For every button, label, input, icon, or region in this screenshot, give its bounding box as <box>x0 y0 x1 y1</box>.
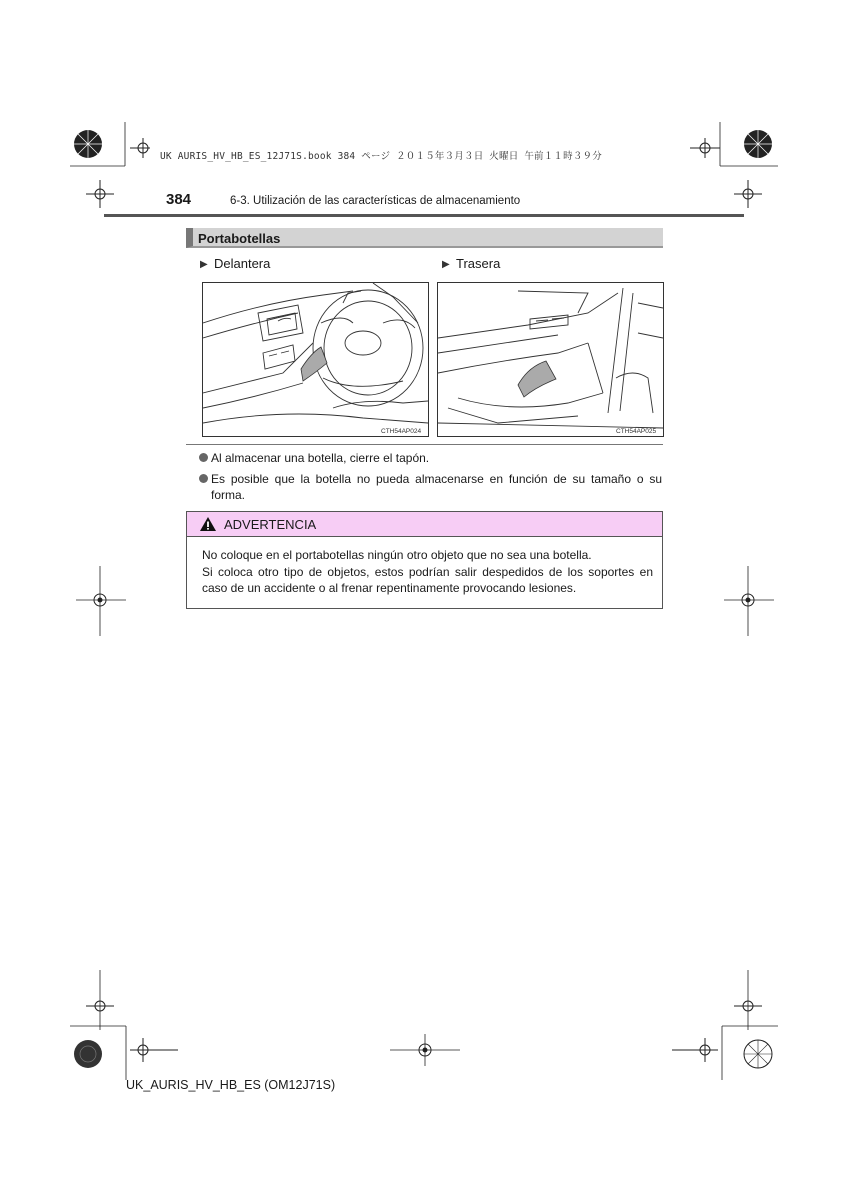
print-meta-line: UK AURIS_HV_HB_ES_12J71S.book 384 ページ ２０１５年３月３日 火曜日 午前１１時３９分 <box>160 151 602 162</box>
registration-mark-mid-left <box>76 566 126 641</box>
front-bottle-holder-illustration <box>202 282 429 437</box>
rear-bottle-holder-illustration <box>437 282 664 437</box>
header-rule <box>104 214 744 217</box>
registration-mark-bottom-left <box>70 970 180 1085</box>
section-title: 6-3. Utilización de las características de almacenamiento <box>230 195 521 207</box>
warning-triangle-icon <box>199 516 217 537</box>
triangle-right-icon: ▶ <box>442 259 450 270</box>
note-item: Al almacenar una botella, cierre el tapón. <box>211 451 430 465</box>
section-divider <box>186 444 663 445</box>
registration-mark-top-right <box>678 122 778 227</box>
registration-mark-top-left <box>70 122 150 227</box>
registration-mark-bottom-right <box>672 970 778 1085</box>
figure-label-rear: Trasera <box>456 256 501 271</box>
figure-code-front: CTH54AP024 <box>381 428 422 435</box>
heading-title: Portabotellas <box>198 231 281 246</box>
page-number: 384 <box>166 191 192 208</box>
warning-line: No coloque en el portabotellas ningún otro objeto que no sea una botella. <box>202 548 592 562</box>
figure-code-rear: CTH54AP025 <box>616 428 657 435</box>
note-item: Es posible que la botella no pueda almacenarse en función de su tamaño o su forma. <box>211 472 662 502</box>
footer-model-code: UK_AURIS_HV_HB_ES (OM12J71S) <box>126 1078 336 1092</box>
triangle-right-icon: ▶ <box>200 259 208 270</box>
bullet-icon <box>199 474 208 483</box>
bullet-icon <box>199 453 208 462</box>
figure-label-front: Delantera <box>214 256 271 271</box>
registration-mark-mid-right <box>724 566 774 641</box>
warning-title: ADVERTENCIA <box>224 517 317 532</box>
registration-mark-bottom-center <box>390 1030 460 1075</box>
warning-body <box>202 547 653 597</box>
warning-line: Si coloca otro tipo de objetos, estos podrían salir despedidos de los soportes en caso de un accidente o al frenar repentinamente provocando lesiones. <box>202 564 653 595</box>
